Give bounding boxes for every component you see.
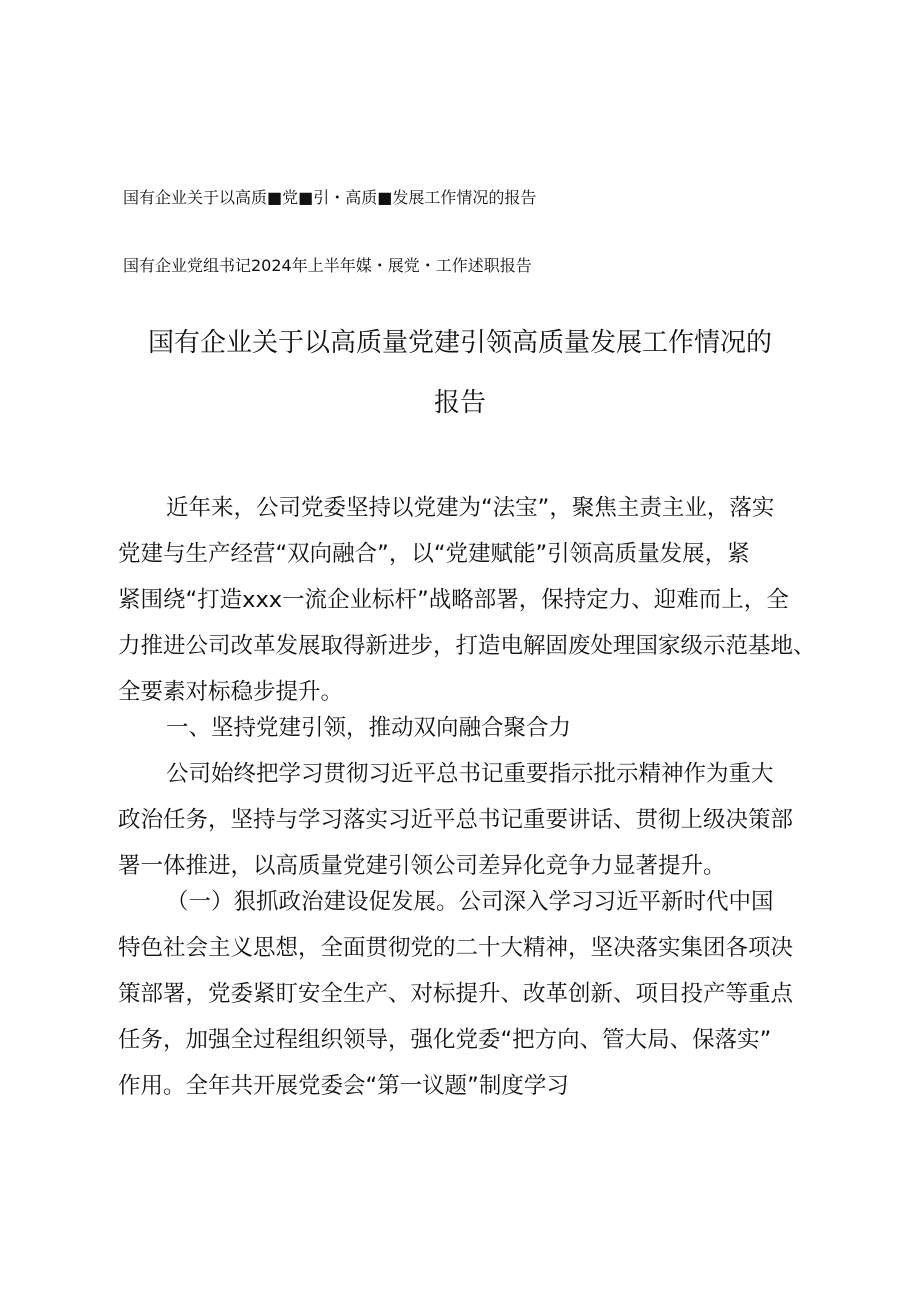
document-title-line-2: 报告 — [433, 388, 486, 418]
section-heading: 一、坚持党建引领，推动双向融合聚合力 — [166, 715, 572, 741]
paragraph-line: 特色社会主义思想，全面贯彻党的二十大精神，坚决落实集团各项决 — [118, 935, 794, 961]
toc-entry-1[interactable]: 国有企业关于以高质■党■引・高质■发展工作情况的报告 — [123, 188, 537, 207]
paragraph-line: 党建与生产经营“双向融合”，以“党建赋能”引领高质量发展，紧 — [118, 541, 750, 567]
paragraph-line: 策部署，党委紧盯安全生产、对标提升、改革创新、项目投产等重点 — [118, 981, 794, 1007]
paragraph-line: （一）狠抓政治建设促发展。公司深入学习习近平新时代中国 — [166, 889, 774, 915]
paragraph-line: 任务，加强全过程组织领导，强化党委“把方向、管大局、保落实” — [118, 1027, 772, 1053]
paragraph-line: 署一体推进，以高质量党建引领公司差异化竞争力显著提升。 — [118, 853, 726, 879]
paragraph-line: 近年来，公司党委坚持以党建为“法宝”，聚焦主责主业，落实 — [166, 495, 775, 521]
paragraph-line: 作用。全年共开展党委会“第一议题”制度学习 — [118, 1073, 569, 1099]
document-title-line-1: 国有企业关于以高质量党建引领高质量发展工作情况的 — [147, 328, 772, 358]
paragraph-line: 紧围绕“打造xxx一流企业标杆”战略部署，保持定力、迎难而上，全 — [118, 587, 789, 613]
toc-entry-2[interactable]: 国有企业党组书记2024年上半年媒・展党・工作述职报告 — [123, 256, 532, 275]
paragraph-line: 政治任务，坚持与学习落实习近平总书记重要讲话、贯彻上级决策部 — [118, 807, 794, 833]
paragraph-line: 力推进公司改革发展取得新进步，打造电解固废处理国家级示范基地、 — [118, 633, 816, 659]
paragraph-line: 全要素对标稳步提升。 — [118, 679, 344, 705]
paragraph-line: 公司始终把学习贯彻习近平总书记重要指示批示精神作为重大 — [166, 761, 774, 787]
